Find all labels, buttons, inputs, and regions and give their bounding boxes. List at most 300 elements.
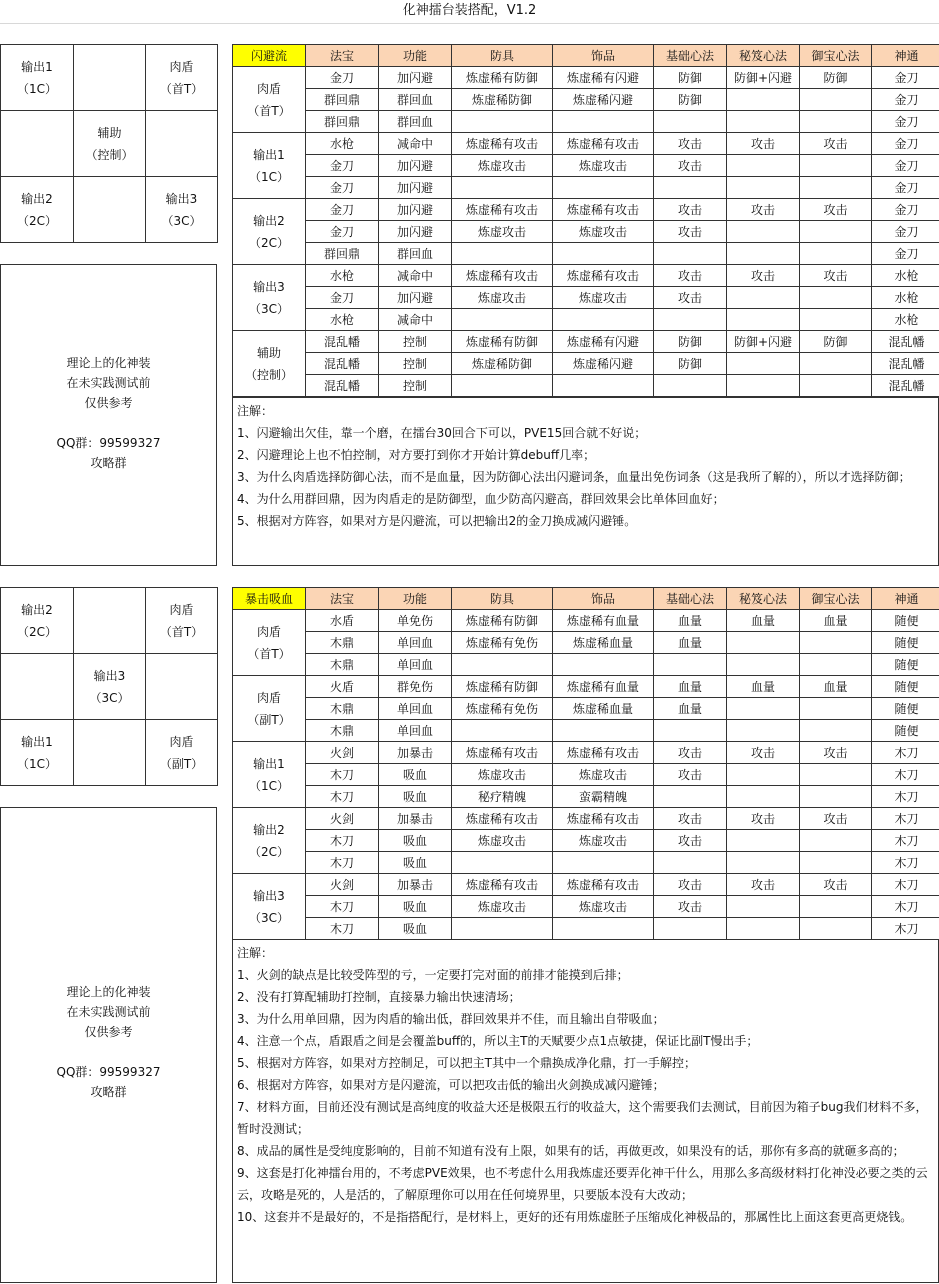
table-cell: 混乱幡 xyxy=(306,375,379,397)
table-row xyxy=(233,654,939,676)
column-header: 基础心法 xyxy=(654,588,727,610)
formation-slot: 肉盾 （副T） xyxy=(146,720,218,786)
table-cell: 攻击 xyxy=(727,199,800,221)
table-cell: 炼虚攻击 xyxy=(452,155,553,177)
table-cell xyxy=(800,89,872,111)
build-type-label: 暴击吸血 xyxy=(233,588,306,610)
table-cell: 木刀 xyxy=(872,830,939,852)
disclaimer-line: 理论上的化神装 xyxy=(66,356,151,370)
table-cell xyxy=(727,243,800,265)
table-cell: 攻击 xyxy=(654,133,727,155)
table-cell xyxy=(800,830,872,852)
table-row xyxy=(233,764,939,786)
formation-slot-empty xyxy=(146,111,218,177)
table-cell: 血量 xyxy=(654,632,727,654)
table-cell: 血量 xyxy=(800,610,872,632)
table-cell: 木刀 xyxy=(306,918,379,940)
table-cell: 金刀 xyxy=(872,89,939,111)
table-cell: 攻击 xyxy=(727,265,800,287)
table-cell: 吸血 xyxy=(379,852,452,874)
table-cell xyxy=(800,852,872,874)
table-cell xyxy=(654,309,727,331)
table-cell: 炼虚稀有攻击 xyxy=(452,265,553,287)
table-cell xyxy=(727,89,800,111)
table-cell xyxy=(800,654,872,676)
table-cell: 防御 xyxy=(654,89,727,111)
table-cell: 防御+闪避 xyxy=(727,331,800,353)
table-cell: 炼虚稀有防御 xyxy=(452,67,553,89)
table-cell xyxy=(452,654,553,676)
notes-heading: 注解： xyxy=(237,946,274,960)
table-cell xyxy=(800,353,872,375)
table-cell: 群回鼎 xyxy=(306,111,379,133)
disclaimer-line: 仅供参考 xyxy=(84,1025,133,1039)
table-cell xyxy=(654,786,727,808)
note-line: 3、为什么用单回鼎，因为肉盾的输出低，群回效果并不佳，而且输出自带吸血； xyxy=(237,1012,665,1026)
table-row xyxy=(233,918,939,940)
table-cell: 单回血 xyxy=(379,654,452,676)
column-header: 基础心法 xyxy=(654,45,727,67)
table-cell: 攻击 xyxy=(727,808,800,830)
disclaimer-box xyxy=(0,264,217,566)
table-cell: 加闪避 xyxy=(379,221,452,243)
table-cell: 炼虚稀有攻击 xyxy=(452,133,553,155)
table-cell xyxy=(800,375,872,397)
table-cell: 随便 xyxy=(872,720,939,742)
formation-slot: 输出2 （2C） xyxy=(1,177,74,243)
table-cell xyxy=(727,155,800,177)
note-line: 4、注意一个点，盾跟盾之间是会覆盖buff的，所以主T的天赋要少点1点敏捷，保证比副T慢出手； xyxy=(237,1034,759,1048)
formation-grid xyxy=(0,587,218,786)
note-line: 2、闪避理论上也不怕控制，对方要打到你才开始计算debuff几率； xyxy=(237,448,596,462)
table-cell: 木刀 xyxy=(872,764,939,786)
table-row xyxy=(233,177,939,199)
role-cell: 肉盾 （首T） xyxy=(233,67,306,133)
table-cell: 减命中 xyxy=(379,133,452,155)
table-cell: 吸血 xyxy=(379,918,452,940)
table-cell xyxy=(727,852,800,874)
table-cell: 木刀 xyxy=(872,786,939,808)
table-cell xyxy=(800,720,872,742)
table-cell xyxy=(727,698,800,720)
table-cell: 木刀 xyxy=(872,918,939,940)
table-cell: 群回鼎 xyxy=(306,89,379,111)
note-line: 8、成品的属性是受纯度影响的，目前不知道有没有上限，如果有的话，再做更改，如果没有的话，那你有多高的就砸多高的； xyxy=(237,1144,905,1158)
table-cell xyxy=(452,243,553,265)
role-cell: 输出3 （3C） xyxy=(233,874,306,940)
table-cell: 攻击 xyxy=(727,874,800,896)
table-cell: 炼虚稀有攻击 xyxy=(553,199,654,221)
table-cell xyxy=(727,177,800,199)
table-cell: 加暴击 xyxy=(379,808,452,830)
table-cell: 攻击 xyxy=(654,764,727,786)
table-cell: 炼虚稀有攻击 xyxy=(553,874,654,896)
table-cell xyxy=(727,654,800,676)
table-cell: 吸血 xyxy=(379,896,452,918)
table-cell: 炼虚攻击 xyxy=(452,287,553,309)
table-cell: 水枪 xyxy=(872,265,939,287)
table-cell: 木刀 xyxy=(306,786,379,808)
table-cell xyxy=(727,918,800,940)
table-row xyxy=(233,808,939,830)
note-line: 1、火剑的缺点是比较受阵型的亏，一定要打完对面的前排才能摸到后排； xyxy=(237,968,629,982)
table-cell: 随便 xyxy=(872,610,939,632)
table-cell: 混乱幡 xyxy=(306,353,379,375)
disclaimer-line: 攻略群 xyxy=(90,1085,127,1099)
table-cell: 水枪 xyxy=(872,287,939,309)
formation-slot: 输出1 （1C） xyxy=(1,45,74,111)
table-cell: 炼虚稀有攻击 xyxy=(553,265,654,287)
table-cell xyxy=(800,918,872,940)
table-cell: 炼虚稀有闪避 xyxy=(553,67,654,89)
table-cell xyxy=(800,309,872,331)
table-cell: 木刀 xyxy=(306,764,379,786)
table-cell: 混乱幡 xyxy=(872,375,939,397)
table-cell: 金刀 xyxy=(872,243,939,265)
table-cell: 攻击 xyxy=(654,896,727,918)
column-header: 神通 xyxy=(872,45,939,67)
table-cell: 群回血 xyxy=(379,243,452,265)
column-header: 神通 xyxy=(872,588,939,610)
table-cell: 金刀 xyxy=(872,177,939,199)
table-cell xyxy=(452,111,553,133)
table-cell: 攻击 xyxy=(800,742,872,764)
table-cell xyxy=(727,632,800,654)
build-table xyxy=(232,44,939,397)
table-cell: 炼虚稀有攻击 xyxy=(553,808,654,830)
table-cell: 金刀 xyxy=(872,133,939,155)
table-cell: 炼虚稀有攻击 xyxy=(452,199,553,221)
table-row xyxy=(233,287,939,309)
table-cell: 木刀 xyxy=(306,852,379,874)
table-cell: 群免伤 xyxy=(379,676,452,698)
table-cell: 木鼎 xyxy=(306,632,379,654)
table-cell xyxy=(452,177,553,199)
table-cell xyxy=(800,764,872,786)
table-row xyxy=(233,786,939,808)
table-row xyxy=(233,742,939,764)
table-cell xyxy=(800,632,872,654)
table-cell: 炼虚稀血量 xyxy=(553,698,654,720)
table-cell xyxy=(553,309,654,331)
table-cell: 攻击 xyxy=(727,133,800,155)
note-line: 2、没有打算配辅助打控制，直接暴力输出快速清场； xyxy=(237,990,521,1004)
table-row xyxy=(233,676,939,698)
table-cell: 炼虚稀有血量 xyxy=(553,676,654,698)
table-cell: 攻击 xyxy=(654,221,727,243)
table-cell: 金刀 xyxy=(872,67,939,89)
table-cell xyxy=(727,353,800,375)
table-row xyxy=(233,111,939,133)
table-cell xyxy=(727,221,800,243)
note-line: 6、根据对方阵容，如果对方是闪避流，可以把攻击低的输出火剑换成减闪避锤； xyxy=(237,1078,665,1092)
table-cell: 血量 xyxy=(654,698,727,720)
table-cell xyxy=(800,243,872,265)
table-cell xyxy=(553,111,654,133)
column-header: 秘笈心法 xyxy=(727,45,800,67)
table-cell: 金刀 xyxy=(306,67,379,89)
table-cell: 攻击 xyxy=(654,742,727,764)
table-cell: 炼虚攻击 xyxy=(553,830,654,852)
table-cell: 攻击 xyxy=(727,742,800,764)
table-cell: 炼虚攻击 xyxy=(452,764,553,786)
formation-slot-empty xyxy=(1,654,74,720)
table-row xyxy=(233,632,939,654)
table-cell: 炼虚稀防御 xyxy=(452,353,553,375)
table-cell xyxy=(553,918,654,940)
table-cell: 混乱幡 xyxy=(872,353,939,375)
table-cell: 金刀 xyxy=(872,155,939,177)
table-cell: 防御 xyxy=(800,67,872,89)
table-header-row xyxy=(233,45,939,67)
table-cell xyxy=(654,243,727,265)
table-cell: 防御 xyxy=(800,331,872,353)
table-cell: 减命中 xyxy=(379,265,452,287)
table-cell: 群回血 xyxy=(379,89,452,111)
column-header: 饰品 xyxy=(553,588,654,610)
table-cell: 炼虚稀闪避 xyxy=(553,89,654,111)
table-cell: 炼虚稀有攻击 xyxy=(553,742,654,764)
table-cell: 炼虚稀防御 xyxy=(452,89,553,111)
table-cell xyxy=(727,287,800,309)
table-cell xyxy=(727,764,800,786)
disclaimer-line: 在未实践测试前 xyxy=(66,1005,151,1019)
table-cell: 木刀 xyxy=(872,896,939,918)
table-cell: 加闪避 xyxy=(379,199,452,221)
formation-slot: 辅助 （控制） xyxy=(74,111,146,177)
formation-slot-empty xyxy=(74,177,146,243)
table-cell: 攻击 xyxy=(654,155,727,177)
note-line: 5、根据对方阵容，如果对方是闪避流，可以把输出2的金刀换成减闪避锤。 xyxy=(237,514,637,528)
formation-slot-empty xyxy=(1,111,74,177)
table-cell: 木鼎 xyxy=(306,720,379,742)
disclaimer-line: 在未实践测试前 xyxy=(66,376,151,390)
table-cell: 攻击 xyxy=(800,874,872,896)
table-cell: 木刀 xyxy=(872,808,939,830)
table-cell: 秘疗精魄 xyxy=(452,786,553,808)
table-cell: 炼虚稀有攻击 xyxy=(452,808,553,830)
table-cell: 炼虚稀闪避 xyxy=(553,353,654,375)
table-cell: 火剑 xyxy=(306,742,379,764)
table-row xyxy=(233,133,939,155)
table-cell xyxy=(800,786,872,808)
table-cell: 炼虚攻击 xyxy=(452,896,553,918)
table-cell: 炼虚稀有防御 xyxy=(452,676,553,698)
table-row xyxy=(233,874,939,896)
table-cell: 火盾 xyxy=(306,676,379,698)
table-cell: 减命中 xyxy=(379,309,452,331)
table-cell: 炼虚稀血量 xyxy=(553,632,654,654)
table-cell: 血量 xyxy=(654,610,727,632)
table-cell xyxy=(727,375,800,397)
table-cell: 吸血 xyxy=(379,764,452,786)
table-row xyxy=(233,155,939,177)
table-cell: 金刀 xyxy=(306,221,379,243)
table-cell: 木刀 xyxy=(306,896,379,918)
table-cell: 木刀 xyxy=(872,742,939,764)
role-cell: 输出1 （1C） xyxy=(233,742,306,808)
table-row xyxy=(233,353,939,375)
table-row xyxy=(233,698,939,720)
table-cell xyxy=(553,654,654,676)
table-cell: 吸血 xyxy=(379,786,452,808)
table-cell xyxy=(654,177,727,199)
table-cell: 木刀 xyxy=(872,852,939,874)
formation-grid xyxy=(0,44,218,243)
column-header: 防具 xyxy=(452,45,553,67)
table-cell: 加暴击 xyxy=(379,742,452,764)
table-cell: 蛮霸精魄 xyxy=(553,786,654,808)
formation-slot: 输出3 （3C） xyxy=(146,177,218,243)
table-row xyxy=(233,199,939,221)
formation-slot-empty xyxy=(74,588,146,654)
column-header: 御宝心法 xyxy=(800,588,872,610)
table-cell xyxy=(654,654,727,676)
table-cell xyxy=(727,720,800,742)
table-row xyxy=(233,265,939,287)
table-row xyxy=(233,89,939,111)
table-cell: 控制 xyxy=(379,353,452,375)
table-cell: 攻击 xyxy=(800,265,872,287)
table-cell xyxy=(800,177,872,199)
table-cell: 金刀 xyxy=(306,177,379,199)
formation-slot-empty xyxy=(146,654,218,720)
table-cell: 炼虚稀有免伤 xyxy=(452,698,553,720)
table-cell: 随便 xyxy=(872,632,939,654)
formation-slot: 输出2 （2C） xyxy=(1,588,74,654)
note-line: 10、这套并不是最好的，不是指搭配行，是材料上，更好的还有用炼虚胚子压缩成化神极品的，那属性比上面这套更高更烧钱。 xyxy=(237,1210,913,1224)
table-cell xyxy=(654,720,727,742)
table-cell: 随便 xyxy=(872,654,939,676)
qq-group: QQ群：99599327 xyxy=(56,1065,161,1079)
table-row xyxy=(233,309,939,331)
table-cell: 水枪 xyxy=(306,309,379,331)
column-header: 法宝 xyxy=(306,45,379,67)
table-cell: 水枪 xyxy=(872,309,939,331)
role-cell: 输出2 （2C） xyxy=(233,808,306,874)
note-line: 1、闪避输出欠佳，靠一个磨，在擂台30回合下可以，PVE15回合就不好说； xyxy=(237,426,647,440)
disclaimer-box xyxy=(0,807,217,1283)
formation-slot-empty xyxy=(74,720,146,786)
table-row xyxy=(233,243,939,265)
table-cell: 防御+闪避 xyxy=(727,67,800,89)
table-cell: 木鼎 xyxy=(306,698,379,720)
table-cell: 攻击 xyxy=(654,265,727,287)
table-cell xyxy=(800,111,872,133)
table-row xyxy=(233,375,939,397)
table-cell xyxy=(800,698,872,720)
table-cell xyxy=(553,375,654,397)
table-cell: 炼虚攻击 xyxy=(553,155,654,177)
notes-heading: 注解： xyxy=(237,404,274,418)
table-cell: 血量 xyxy=(727,676,800,698)
table-cell xyxy=(654,111,727,133)
column-header: 防具 xyxy=(452,588,553,610)
table-cell: 炼虚稀有攻击 xyxy=(452,742,553,764)
table-cell xyxy=(727,830,800,852)
table-cell: 控制 xyxy=(379,375,452,397)
table-cell: 加闪避 xyxy=(379,67,452,89)
table-cell: 金刀 xyxy=(306,287,379,309)
page-title: 化神擂台装搭配，V1.2 xyxy=(0,0,939,24)
table-cell: 群回鼎 xyxy=(306,243,379,265)
table-cell: 炼虚稀有免伤 xyxy=(452,632,553,654)
table-cell: 炼虚稀有攻击 xyxy=(553,133,654,155)
table-cell xyxy=(800,287,872,309)
table-cell: 单回血 xyxy=(379,698,452,720)
table-cell xyxy=(553,852,654,874)
disclaimer-line: 攻略群 xyxy=(90,456,127,470)
column-header: 法宝 xyxy=(306,588,379,610)
table-cell: 单免伤 xyxy=(379,610,452,632)
table-cell: 炼虚攻击 xyxy=(553,221,654,243)
table-cell: 攻击 xyxy=(654,287,727,309)
table-cell xyxy=(553,177,654,199)
formation-slot: 输出3 （3C） xyxy=(74,654,146,720)
column-header: 秘笈心法 xyxy=(727,588,800,610)
table-cell: 炼虚稀有防御 xyxy=(452,331,553,353)
table-cell: 加闪避 xyxy=(379,177,452,199)
table-cell: 防御 xyxy=(654,331,727,353)
table-row xyxy=(233,852,939,874)
table-cell: 炼虚稀有攻击 xyxy=(452,874,553,896)
table-row xyxy=(233,896,939,918)
table-cell: 加暴击 xyxy=(379,874,452,896)
notes-box xyxy=(232,939,939,1283)
table-cell xyxy=(654,918,727,940)
disclaimer-line: 理论上的化神装 xyxy=(66,985,151,999)
table-cell: 攻击 xyxy=(800,808,872,830)
table-cell: 木刀 xyxy=(306,830,379,852)
table-row xyxy=(233,331,939,353)
table-cell: 金刀 xyxy=(872,221,939,243)
table-cell: 血量 xyxy=(654,676,727,698)
table-cell: 金刀 xyxy=(306,155,379,177)
note-line: 3、为什么肉盾选择防御心法，而不是血量，因为防御心法出闪避词条，血量出免伤词条（这是我所了解的），所以才选择防御； xyxy=(237,470,911,484)
build-table xyxy=(232,587,939,940)
table-cell xyxy=(452,852,553,874)
table-cell: 水枪 xyxy=(306,133,379,155)
table-cell: 攻击 xyxy=(654,199,727,221)
table-cell: 火剑 xyxy=(306,808,379,830)
table-row xyxy=(233,720,939,742)
formation-slot: 肉盾 （首T） xyxy=(146,588,218,654)
formation-slot: 肉盾 （首T） xyxy=(146,45,218,111)
table-cell: 木鼎 xyxy=(306,654,379,676)
notes-box xyxy=(232,397,939,566)
table-row xyxy=(233,830,939,852)
table-cell: 炼虚攻击 xyxy=(553,764,654,786)
table-cell: 随便 xyxy=(872,698,939,720)
note-line: 5、根据对方阵容，如果对方控制足，可以把主T其中一个鼎换成净化鼎，打一手解控； xyxy=(237,1056,696,1070)
table-cell: 炼虚稀有血量 xyxy=(553,610,654,632)
table-cell: 水盾 xyxy=(306,610,379,632)
table-cell xyxy=(452,375,553,397)
table-cell: 金刀 xyxy=(872,111,939,133)
table-cell: 木刀 xyxy=(872,874,939,896)
table-cell: 防御 xyxy=(654,353,727,375)
table-cell: 炼虚攻击 xyxy=(452,221,553,243)
table-cell: 炼虚攻击 xyxy=(452,830,553,852)
note-line: 7、材料方面，目前还没有测试是高纯度的收益大还是极限五行的收益大，这个需要我们去测试，目前因为箱子bug我们材料不多，暂时没测试； xyxy=(237,1100,928,1136)
table-row xyxy=(233,221,939,243)
table-cell: 炼虚攻击 xyxy=(553,896,654,918)
formation-slot: 输出1 （1C） xyxy=(1,720,74,786)
table-header-row xyxy=(233,588,939,610)
table-cell: 单回血 xyxy=(379,632,452,654)
column-header: 饰品 xyxy=(553,45,654,67)
table-cell: 血量 xyxy=(727,610,800,632)
